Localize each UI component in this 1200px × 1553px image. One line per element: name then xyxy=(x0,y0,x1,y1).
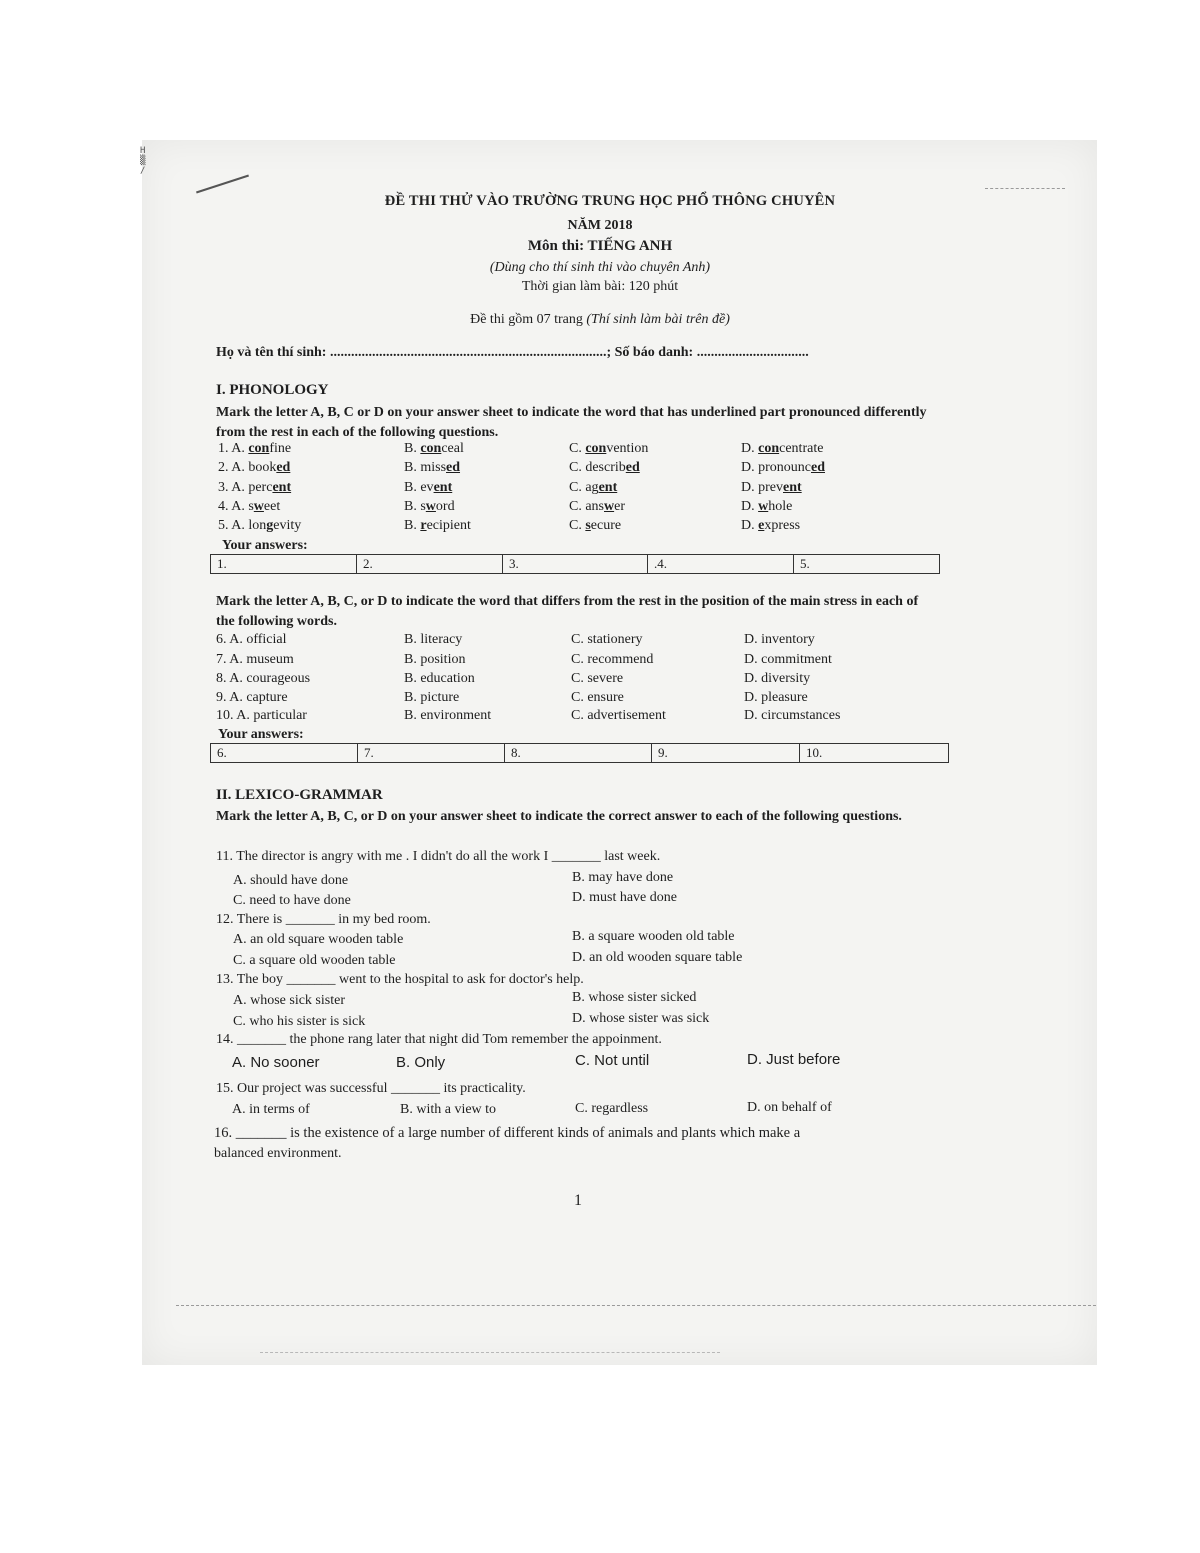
word-prefix: B. s xyxy=(404,499,426,514)
underlined-part: e xyxy=(758,518,765,533)
word-suffix: fine xyxy=(269,441,292,456)
phonology-instruction: Mark the letter A, B, C or D on your answer sheet to indicate the word that has underlined part pronounced differently from the rest in each of the following questions. xyxy=(216,405,927,440)
stress-option[interactable]: D. inventory xyxy=(744,632,815,647)
answer-cell[interactable]: 2. xyxy=(356,555,502,573)
question-stem: 16. _______ is the existence of a large number of different kinds of animals and plants which make a xyxy=(214,1125,801,1141)
phonology-option[interactable] xyxy=(741,441,823,457)
question-stem: 13. The boy _______ went to the hospital to ask for doctor's help. xyxy=(216,972,584,987)
option[interactable]: D. on behalf of xyxy=(747,1100,832,1115)
word-prefix: B. xyxy=(404,441,421,456)
word-suffix: centrate xyxy=(779,441,824,456)
underlined-part: ent xyxy=(433,480,453,495)
answer-cell[interactable]: 7. xyxy=(357,744,504,762)
word-suffix: ecure xyxy=(590,518,622,533)
answer-cell[interactable]: 1. xyxy=(217,556,227,571)
scan-rule xyxy=(260,1352,720,1353)
word-prefix: C. describ xyxy=(569,460,626,475)
exam-time: Thời gian làm bài: 120 phút xyxy=(521,279,679,294)
page-number: 1 xyxy=(574,1192,582,1209)
phonology-option[interactable] xyxy=(569,518,621,534)
grammar-instruction: Mark the letter A, B, C, or D on your answer sheet to indicate the correct answer to each of the following questions. xyxy=(216,809,902,824)
question-stem: 15. Our project was successful _______ its practicality. xyxy=(216,1081,526,1096)
word-suffix: er xyxy=(614,499,626,514)
underlined-part: con xyxy=(248,441,270,456)
underlined-part: ed xyxy=(625,460,640,475)
word-prefix: D. xyxy=(741,441,759,456)
stress-answer-row xyxy=(210,743,949,763)
option[interactable]: D. an old wooden square table xyxy=(572,950,743,965)
word-suffix: ecipient xyxy=(426,518,471,533)
scan-rule xyxy=(176,1305,1096,1306)
word-suffix: xpress xyxy=(764,518,801,533)
underlined-part: ed xyxy=(446,460,461,475)
stress-option[interactable]: 6. A. official xyxy=(216,632,287,647)
name-label: Họ và tên thí sinh: xyxy=(216,345,327,360)
question-stem: 11. The director is angry with me . I didn't do all the work I _______ last week. xyxy=(216,849,661,864)
option[interactable]: B. whose sister sicked xyxy=(572,990,697,1005)
word-prefix: C. ag xyxy=(569,480,599,495)
stress-instruction: Mark the letter A, B, C, or D to indicate the word that differs from the rest in the position of the main stress in each of the following words. xyxy=(216,594,919,629)
underlined-part: con xyxy=(758,441,780,456)
phonology-option[interactable] xyxy=(569,460,640,476)
option[interactable]: D. must have done xyxy=(572,890,677,905)
stress-option[interactable]: C. severe xyxy=(571,671,624,686)
word-prefix: 2. A. book xyxy=(218,460,277,475)
word-suffix: evity xyxy=(273,518,302,533)
phonology-option[interactable] xyxy=(404,441,464,457)
stress-option[interactable]: B. picture xyxy=(404,690,460,705)
phonology-option[interactable] xyxy=(569,499,625,515)
stress-option[interactable]: C. recommend xyxy=(571,652,654,667)
word-suffix: eet xyxy=(263,499,281,514)
edge-artifact: H ▒ / xyxy=(140,146,146,176)
phonology-option[interactable] xyxy=(218,441,291,457)
stress-option[interactable]: B. education xyxy=(404,671,475,686)
word-prefix: D. pronounc xyxy=(741,460,811,475)
phonology-option[interactable] xyxy=(741,518,800,534)
question-stem: 12. There is _______ in my bed room. xyxy=(216,912,431,927)
word-suffix: vention xyxy=(606,441,649,456)
stress-option[interactable]: D. pleasure xyxy=(744,690,808,705)
word-suffix: ord xyxy=(435,499,455,514)
phonology-option[interactable] xyxy=(569,480,617,496)
underlined-part: con xyxy=(420,441,442,456)
word-suffix: hole xyxy=(768,499,793,514)
section-heading: I. PHONOLOGY xyxy=(216,382,329,398)
underlined-part: w xyxy=(758,499,769,514)
option[interactable]: C. regardless xyxy=(575,1101,649,1116)
stress-option[interactable]: B. literacy xyxy=(404,632,463,647)
exam-pages xyxy=(0,312,1200,328)
option[interactable]: C. need to have done xyxy=(233,893,351,908)
section-heading: II. LEXICO-GRAMMAR xyxy=(216,787,383,803)
word-prefix: C. xyxy=(569,441,586,456)
word-prefix: B. xyxy=(404,518,421,533)
underlined-part: con xyxy=(585,441,607,456)
stress-option[interactable]: D. circumstances xyxy=(744,708,841,723)
option[interactable]: A. in terms of xyxy=(232,1102,310,1117)
answer-cell[interactable]: 9. xyxy=(651,744,799,762)
stress-option[interactable]: 10. A. particular xyxy=(216,708,307,723)
underlined-part: ent xyxy=(272,480,292,495)
stress-option[interactable]: D. commitment xyxy=(744,652,832,667)
word-prefix: 3. A. perc xyxy=(218,480,273,495)
underlined-part: ent xyxy=(598,480,618,495)
name-field[interactable]: ............................................................................... xyxy=(329,345,607,360)
stress-option[interactable]: 7. A. museum xyxy=(216,652,294,667)
exam-subject: Môn thi: TIẾNG ANH xyxy=(527,238,673,254)
id-label: ; Số báo danh: xyxy=(606,345,694,360)
option[interactable]: A. should have done xyxy=(233,873,349,888)
option[interactable]: C. Not until xyxy=(575,1052,650,1069)
phonology-option[interactable] xyxy=(218,499,280,515)
phonology-option[interactable] xyxy=(404,518,471,534)
underlined-part: w xyxy=(604,499,615,514)
word-suffix: ceal xyxy=(441,441,464,456)
option[interactable]: C. a square old wooden table xyxy=(233,953,396,968)
scan-rule xyxy=(985,188,1065,189)
option[interactable]: B. may have done xyxy=(572,870,674,885)
underlined-part: ed xyxy=(276,460,291,475)
question-stem-continued: balanced environment. xyxy=(214,1146,342,1161)
word-prefix: C. ans xyxy=(569,499,604,514)
word-prefix: 5. A. lon xyxy=(218,518,267,533)
word-prefix: D. xyxy=(741,499,759,514)
phonology-option[interactable] xyxy=(218,480,291,496)
answers-label: Your answers: xyxy=(218,727,304,742)
answer-cell[interactable]: 6. xyxy=(217,745,227,760)
stress-option[interactable]: 9. A. capture xyxy=(216,690,288,705)
candidate-info-line xyxy=(216,345,809,361)
pages-note: (Thí sinh làm bài trên đề) xyxy=(586,312,730,327)
underlined-part: s xyxy=(585,518,591,533)
phonology-option[interactable] xyxy=(404,460,460,476)
word-prefix: C. xyxy=(569,518,586,533)
phonology-option[interactable] xyxy=(741,499,792,515)
phonology-answer-row xyxy=(210,554,940,574)
question-stem: 14. _______ the phone rang later that night did Tom remember the appoinment. xyxy=(216,1032,662,1047)
option[interactable]: A. No sooner xyxy=(232,1054,320,1071)
phonology-option[interactable] xyxy=(218,518,301,534)
answer-cell[interactable]: 8. xyxy=(504,744,651,762)
id-field[interactable]: ................................ xyxy=(696,345,809,360)
answer-cell[interactable]: 10. xyxy=(799,744,946,762)
phonology-option[interactable] xyxy=(741,480,802,496)
answer-cell[interactable]: 5. xyxy=(793,555,937,573)
exam-year: NĂM 2018 xyxy=(567,218,633,233)
underlined-part: ent xyxy=(783,480,802,495)
underlined-part: r xyxy=(420,518,427,533)
exam-audience: (Dùng cho thí sinh thi vào chuyên Anh) xyxy=(489,260,711,275)
stress-option[interactable]: C. stationery xyxy=(571,632,643,647)
option[interactable]: C. who his sister is sick xyxy=(233,1014,366,1029)
answer-cell[interactable]: 3. xyxy=(502,555,647,573)
phonology-option[interactable] xyxy=(404,499,455,515)
stress-option[interactable]: D. diversity xyxy=(744,671,811,686)
stress-option[interactable]: B. environment xyxy=(404,708,492,723)
stress-option[interactable]: C. advertisement xyxy=(571,708,666,723)
word-prefix: 1. A. xyxy=(218,441,249,456)
underlined-part: ed xyxy=(811,460,825,475)
option[interactable]: D. whose sister was sick xyxy=(572,1011,710,1026)
phonology-option[interactable] xyxy=(569,441,648,457)
pages-main: Đề thi gồm 07 trang xyxy=(470,312,583,327)
underlined-part: w xyxy=(425,499,436,514)
option[interactable]: A. an old square wooden table xyxy=(233,932,404,947)
option[interactable]: A. whose sick sister xyxy=(233,993,345,1008)
word-prefix: B. ev xyxy=(404,480,434,495)
phonology-option[interactable] xyxy=(218,460,290,476)
option[interactable]: D. Just before xyxy=(747,1051,841,1068)
option[interactable]: B. a square wooden old table xyxy=(572,929,735,944)
underlined-part: w xyxy=(253,499,264,514)
stress-option[interactable]: B. position xyxy=(404,652,466,667)
option[interactable]: B. Only xyxy=(396,1054,446,1071)
phonology-option[interactable] xyxy=(404,480,452,496)
stress-option[interactable]: 8. A. courageous xyxy=(216,671,311,686)
word-prefix: B. miss xyxy=(404,460,447,475)
answers-label: Your answers: xyxy=(222,538,308,553)
answer-cell[interactable]: .4. xyxy=(647,555,793,573)
word-prefix: D. xyxy=(741,518,759,533)
word-prefix: 4. A. s xyxy=(218,499,254,514)
exam-title: ĐỀ THI THỬ VÀO TRƯỜNG TRUNG HỌC PHỔ THÔNG CHUYÊN xyxy=(384,193,836,209)
option[interactable]: B. with a view to xyxy=(400,1102,497,1117)
phonology-option[interactable] xyxy=(741,460,825,476)
word-prefix: D. prev xyxy=(741,480,783,495)
stress-option[interactable]: C. ensure xyxy=(571,690,624,705)
underlined-part: g xyxy=(266,518,274,533)
